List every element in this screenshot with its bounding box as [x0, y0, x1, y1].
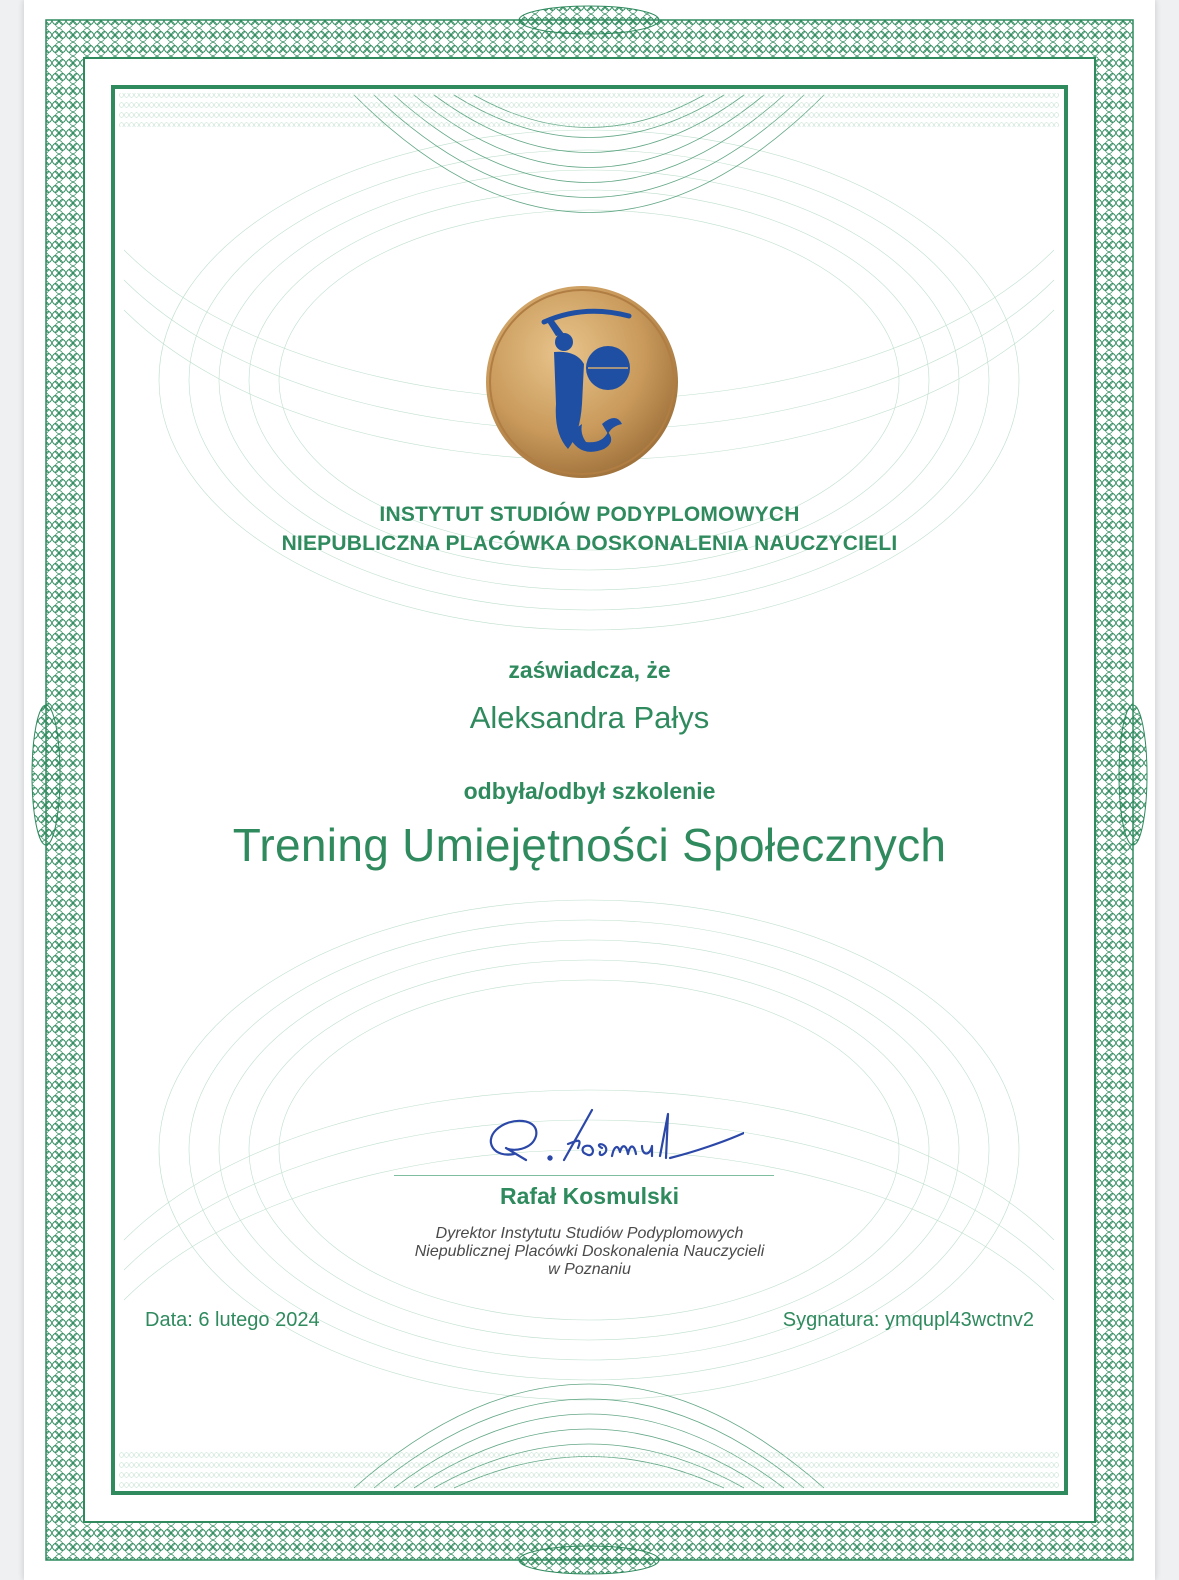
- certificate-content: [24, 0, 1155, 1580]
- recipient-name: Aleksandra Pałys: [469, 700, 710, 735]
- signer-role-line2: Niepublicznej Placówki Doskonalenia Nauczycieli: [414, 1243, 765, 1260]
- signer-role-line3: w Poznaniu: [548, 1261, 631, 1278]
- certificate-sheet: [24, 0, 1155, 1580]
- issue-date: Data: 6 lutego 2024: [145, 1309, 320, 1331]
- certifies-text: zaświadcza, że: [508, 657, 671, 683]
- institute-name-line2: NIEPUBLICZNA PLACÓWKA DOSKONALENIA NAUCZYCIELI: [281, 532, 898, 555]
- signer-role-line1: Dyrektor Instytutu Studiów Podyplomowych: [435, 1225, 744, 1242]
- handwritten-signature: [454, 1092, 744, 1176]
- signer-name: Rafał Kosmulski: [500, 1183, 679, 1209]
- course-title: Trening Umiejętności Społecznych: [232, 819, 947, 871]
- signature-code: Sygnatura: ymqupl43wctnv2: [782, 1309, 1034, 1331]
- signature-line: [394, 1175, 774, 1176]
- institute-name-line1: INSTYTUT STUDIÓW PODYPLOMOWYCH: [379, 503, 800, 526]
- completed-text: odbyła/odbył szkolenie: [463, 778, 716, 804]
